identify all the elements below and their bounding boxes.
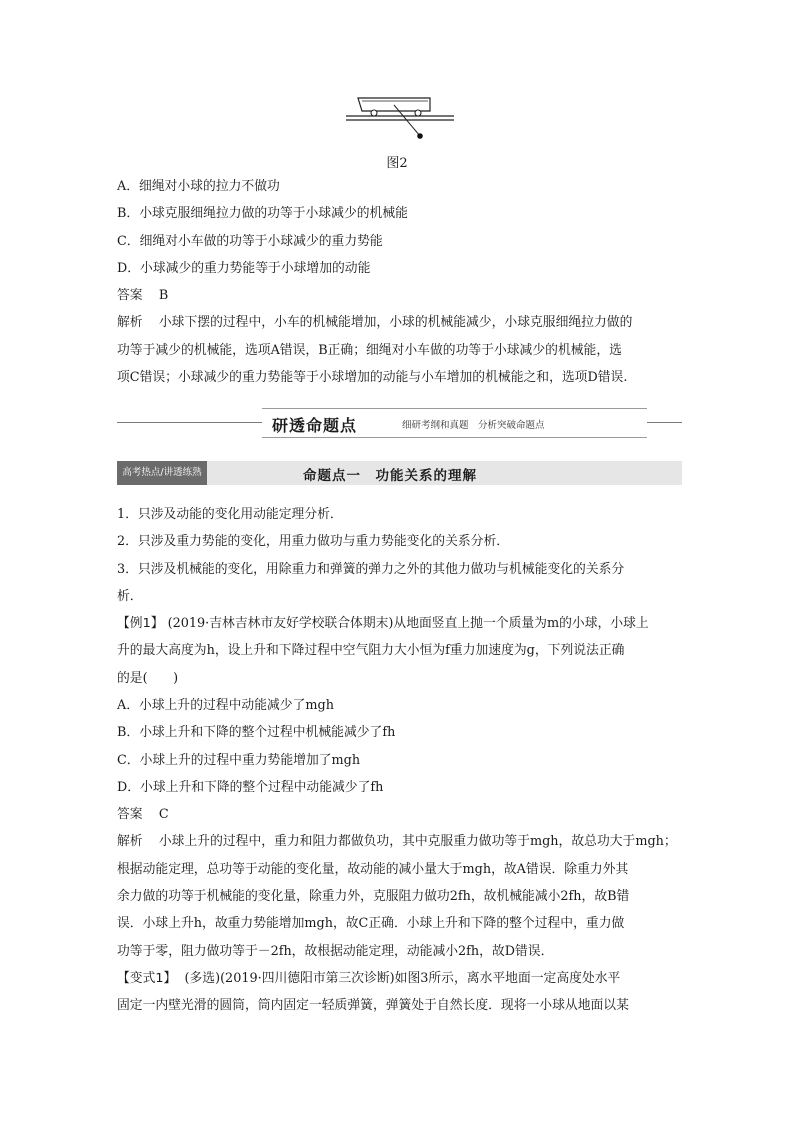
example-analysis-line-2: 根据动能定理，总功等于动能的变化量，故动能的减小量大于mgh，故A错误．除重力外其	[117, 862, 629, 877]
example-analysis-line-3: 余力做的功等于机械能的变化量，除重力外，克服阻力做功2fh，故机械能减小2fh，故B错	[117, 889, 630, 904]
option-d: D．小球减少的重力势能等于小球增加的动能	[117, 261, 371, 276]
pendulum-ball	[417, 133, 423, 139]
example-option-d: D．小球上升和下降的整个过程中动能减少了fh	[117, 780, 384, 795]
example-line-2: 升的最大高度为h，设上升和下降过程中空气阻力大小恒为f重力加速度为g，下列说法正确	[117, 643, 625, 658]
example-answer-line	[117, 806, 682, 824]
rule-2: 2．只涉及重力势能的变化，用重力做功与重力势能变化的关系分析．	[117, 534, 510, 549]
rule-1: 1．只涉及动能的变化用动能定理分析．	[117, 507, 343, 522]
example-label: 【例1】	[117, 616, 164, 631]
banner-rule-right	[647, 422, 682, 423]
answer-line	[117, 287, 682, 305]
example-answer-label: 答案	[117, 807, 143, 822]
variant-line-2: 固定一内壁光滑的圆筒，筒内固定一轻质弹簧，弹簧处于自然长度．现将一小球从地面以某	[117, 998, 629, 1013]
example-option-c: C．小球上升的过程中重力势能增加了mgh	[117, 753, 361, 768]
cart-wheel-right	[415, 110, 421, 116]
cart-body	[358, 98, 430, 111]
banner-box	[262, 408, 647, 438]
variant-label: 【变式1】	[117, 971, 177, 986]
analysis-line-1	[117, 314, 682, 332]
analysis-line-2: 功等于减少的机械能，选项A错误，B正确；细绳对小车做的功等于小球减少的机械能，选	[117, 343, 622, 358]
example-analysis-line-1	[117, 833, 682, 851]
option-a: A．细绳对小球的拉力不做功	[117, 179, 280, 194]
rule-3: 3．只涉及机械能的变化，用除重力和弹簧的弹力之外的其他力做功与机械能变化的关系分	[117, 562, 625, 577]
example-line-3: 的是( )	[117, 671, 179, 686]
figure-caption: 图2	[386, 156, 408, 171]
banner-rule-left	[117, 422, 262, 423]
variant-text-1: (多选)(2019·四川德阳市第三次诊断)如图3所示，离水平地面一定高度处水平	[184, 971, 621, 986]
example-option-a: A．小球上升的过程中动能减少了mgh	[117, 698, 334, 713]
example-option-b: B．小球上升和下降的整个过程中机械能减少了fh	[117, 725, 396, 740]
analysis-label: 解析	[117, 315, 143, 330]
example-analysis-line-5: 功等于零，阻力做功等于－2fh，故根据动能定理，动能减小2fh，故D错误．	[117, 944, 554, 959]
section-banner	[117, 408, 682, 438]
topic-header	[117, 461, 682, 485]
banner-subtitle: 细研考纲和真题 分析突破命题点	[402, 420, 545, 431]
example-analysis-line-4: 误．小球上升h，故重力势能增加mgh，故C正确．小球上升和下降的整个过程中，重力做	[117, 916, 625, 931]
example-answer-value: C	[158, 807, 169, 822]
example-analysis-label: 解析	[117, 834, 143, 849]
cart-pendulum-figure	[340, 90, 460, 150]
banner-title: 研透命题点	[272, 416, 358, 435]
example-analysis-text-1: 小球上升的过程中，重力和阻力都做负功，其中克服重力做功等于mgh，故总功大于mgh；	[158, 834, 677, 849]
answer-label: 答案	[117, 288, 143, 303]
analysis-line-3: 项C错误；小球减少的重力势能等于小球增加的动能与小车增加的机械能之和，选项D错误.	[117, 370, 628, 385]
example-text-1: (2019·吉林吉林市友好学校联合体期末)从地面竖直上抛一个质量为m的小球，小球上	[167, 616, 649, 631]
example-line-1	[117, 615, 682, 633]
option-b: B．小球克服细绳拉力做的功等于小球减少的机械能	[117, 206, 408, 221]
variant-line-1	[117, 970, 682, 988]
cart-wheel-left	[371, 110, 377, 116]
topic-tag: 高考热点/讲透练熟	[117, 461, 207, 485]
rule-3-cont: 析．	[117, 589, 143, 604]
topic-title: 命题点一 功能关系的理解	[303, 468, 477, 484]
analysis-text: 小球下摆的过程中，小车的机械能增加，小球的机械能减少，小球克服细绳拉力做的	[158, 315, 633, 330]
answer-value: B	[158, 288, 169, 303]
option-c: C．细绳对小车做的功等于小球减少的重力势能	[117, 234, 383, 249]
